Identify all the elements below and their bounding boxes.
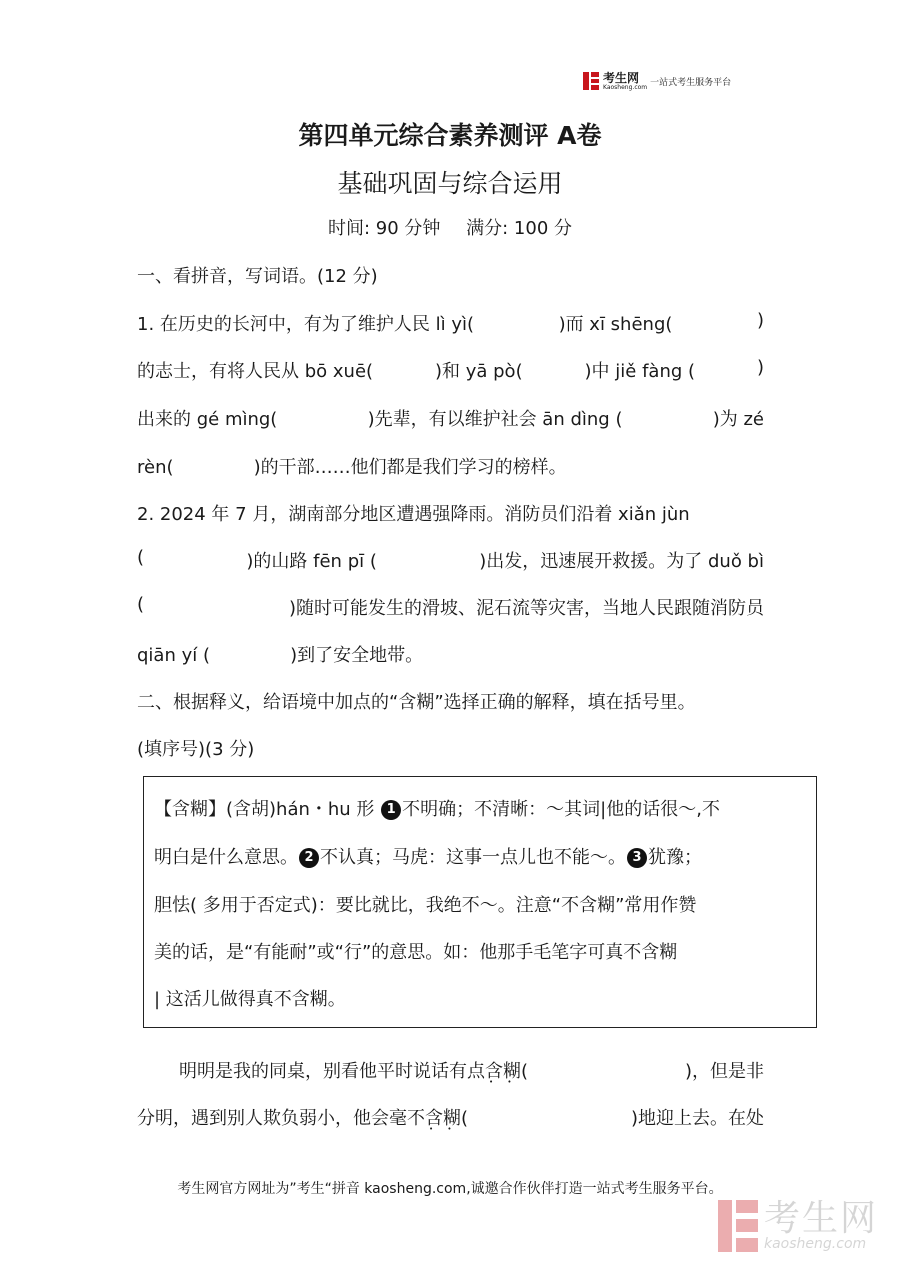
q1-line3: 出来的 gé mìng( )先辈，有以维护社会 ān dìng ( )为 zé xyxy=(137,409,764,430)
q2-line1: 2. 2024 年 7 月，湖南部分地区遭遇强降雨。消防员们沿着 xiǎn jùn xyxy=(137,504,690,525)
q2-line3: ( )随时可能发生的滑坡、泥石流等灾害，当地人民跟随消防员 xyxy=(137,594,764,619)
page-subtitle: 基础巩固与综合运用 xyxy=(337,169,563,198)
page-footer: 考生网官方网址为”考生“拼音 kaosheng.com,诚邀合作伙伴打造一站式考生服务平台。 xyxy=(177,1181,723,1197)
q2-line4: qiān yí ( )到了安全地带。 xyxy=(137,645,424,666)
def-line1: 【含糊】(含胡)hán・hu 形 1 不明确；不清晰：～其词|他的话很～,不 xyxy=(154,799,720,820)
section1-heading: 一、看拼音，写词语。(12 分) xyxy=(137,266,378,287)
def-line2: 明白是什么意思。 2 不认真；马虎：这事一点儿也不能～。 3 犹豫； xyxy=(154,847,702,868)
section2-heading: 二、根据释义，给语境中加点的“含糊”选择正确的解释，填在括号里。 xyxy=(137,692,696,713)
watermark-logo-icon xyxy=(718,1200,758,1252)
def-line3: 胆怯( 多用于否定式)：要比就比，我绝不～。注意“不含糊”常用作赞 xyxy=(154,895,697,916)
logo-name: 考生网 xyxy=(603,70,640,85)
sense-3-marker: 3 xyxy=(627,848,647,868)
logo-mark-icon xyxy=(583,72,599,90)
header-logo xyxy=(583,70,731,92)
watermark-domain: kaosheng.com xyxy=(764,1236,867,1252)
sense-1-marker: 1 xyxy=(381,800,401,820)
page-title: 第四单元综合素养测评 A卷 xyxy=(298,121,602,150)
q1-line2: 的志士，有将人民从 bō xuē( )和 yā pò( )中 jiě fàng ( ) xyxy=(137,357,764,382)
logo-domain: Kaosheng.com xyxy=(603,83,648,91)
watermark-name: 考生网 xyxy=(764,1198,879,1239)
definition-box xyxy=(143,776,817,1028)
logo-slogan: 一站式考生服务平台 xyxy=(650,77,732,88)
dotted-word-1: 含糊 • • xyxy=(485,1061,521,1082)
exam-time: 时间: 90 分钟 xyxy=(327,218,441,239)
def-line5: | 这活儿做得真不含糊。 xyxy=(154,989,346,1010)
q2-line2: ( )的山路 fēn pī ( )出发，迅速展开救援。为了 duǒ bì xyxy=(137,547,764,572)
dotted-word-2: 含糊 • • xyxy=(425,1108,461,1129)
passage-line1: 明明是我的同桌，别看他平时说话有点含糊 • •( )，但是非 xyxy=(137,1057,764,1083)
def-line4: 美的话，是“有能耐”或“行”的意思。如：他那手毛笔字可真不含糊 xyxy=(154,942,678,963)
exam-score: 满分: 100 分 xyxy=(466,218,573,239)
q1-line1: 1. 在历史的长河中，有为了维护人民 lì yì( )而 xī shēng( ) xyxy=(137,310,764,335)
passage-line2: 分明，遇到别人欺负弱小，他会毫不含糊 • •( )地迎上去。在处 xyxy=(137,1104,764,1130)
q1-line4: rèn( )的干部……他们都是我们学习的榜样。 xyxy=(137,457,567,478)
section2-heading-note: (填序号)(3 分) xyxy=(137,739,255,760)
watermark xyxy=(718,1200,878,1252)
sense-2-marker: 2 xyxy=(299,848,319,868)
exam-meta xyxy=(0,214,900,240)
